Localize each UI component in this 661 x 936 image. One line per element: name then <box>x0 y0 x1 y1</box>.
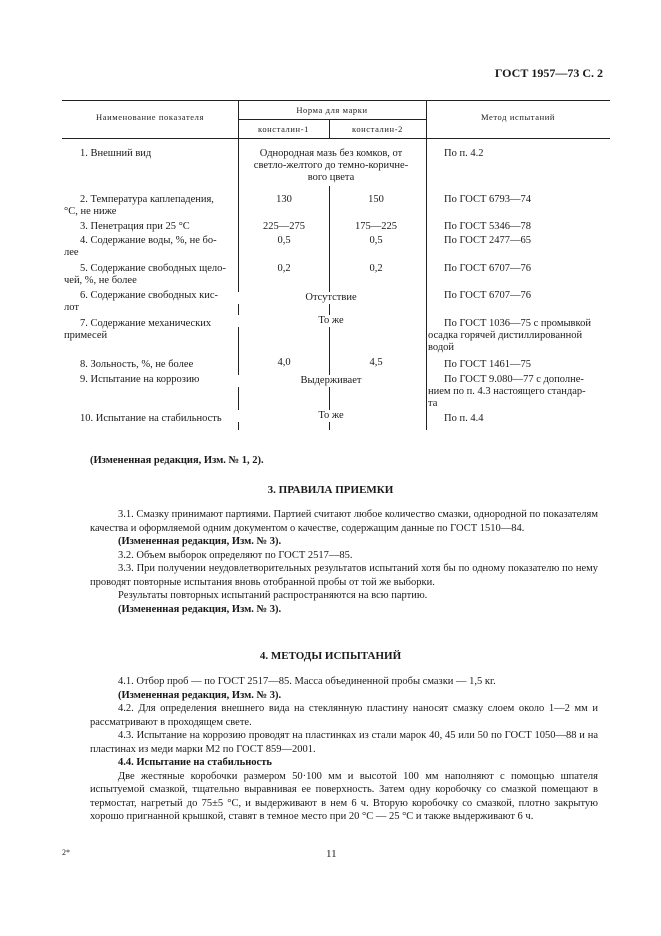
para-4-4: Две жестяные коробочки размером 50·100 мм и высотой 100 мм наполняют с помощью шпателя испытуемой смазкой, тщательно выравнивая ее поверхность. Затем одну коробочку со смазкой помещают в термостат, нагретый до 75±5 °С, и выдерживают в нем 6 ч. Вторую коробочку со смазкой, плотно закрытую хорошо пригнанной крышкой, ставят в темное место при 20 °С — 25 °С и также выдерживают 6 ч. <box>90 770 598 822</box>
table-top-rule <box>62 100 610 101</box>
row-9-value: Выдерживает <box>238 375 424 387</box>
row-1-method: По п. 4.2 <box>444 148 484 159</box>
row-6-name: 6. Содержание свободных кис- лот <box>64 290 218 313</box>
row-7-method: По ГОСТ 1036—75 с промывкой осадка горячей дистиллированной водой <box>428 318 591 353</box>
column-divider-2 <box>426 100 427 430</box>
document-reference: ГОСТ 1957—73 С. 2 <box>494 66 603 80</box>
table-header-rule <box>62 138 610 139</box>
row-9-method: По ГОСТ 9.080—77 с дополне- нием по п. 4.3 настоящего стандар- та <box>428 374 586 409</box>
para-4-3: 4.3. Испытание на коррозию проводят на пластинках из стали марок 40, 45 или 50 по ГОСТ 1050—88 и на пластинах из меди марки М2 по ГОСТ 859—2001. <box>90 730 598 755</box>
para-3-3: 3.3. При получении неудовлетворительных результатов испытаний хотя бы по одному показателю по нему проводят повторные испытания вновь отобранной пробы от той же выборки. <box>90 563 598 588</box>
row-3-grade-2: 175—225 <box>355 221 397 232</box>
amendment-4-1: (Измененная редакция, Изм. № 3). <box>118 689 282 701</box>
row-10-value: То же <box>238 410 424 422</box>
row-8-grade-1: 4,0 <box>277 357 291 368</box>
row-4-grade-2: 0,5 <box>369 235 383 246</box>
row-1-name: 1. Внешний вид <box>80 148 152 159</box>
header-grade-1: консталин-1 <box>258 124 309 134</box>
row-3-name: 3. Пенетрация при 25 °С <box>80 221 190 232</box>
row-7-value: То же <box>238 315 424 327</box>
para-4-2: 4.2. Для определения внешнего вида на стеклянную пластину наносят смазку слоем около 1—2 мм и рассматривают в проходящем свете. <box>90 703 598 728</box>
row-9-name: 9. Испытание на коррозию <box>80 374 200 385</box>
row-6-value: Отсутствие <box>238 292 424 304</box>
row-10-name: 10. Испытание на стабильность <box>80 413 222 424</box>
row-10-method: По п. 4.4 <box>444 413 484 424</box>
row-4-grade-1: 0,5 <box>277 235 291 246</box>
row-4-method: По ГОСТ 2477—65 <box>444 235 532 246</box>
amendment-note-1: (Измененная редакция, Изм. № 1, 2). <box>90 455 264 466</box>
row-8-method: По ГОСТ 1461—75 <box>444 359 532 370</box>
section-3-title: 3. ПРАВИЛА ПРИЕМКИ <box>267 484 394 496</box>
row-3-grade-1: 225—275 <box>263 221 305 232</box>
amendment-3-3: (Измененная редакция, Изм. № 3). <box>118 603 282 615</box>
row-2-grade-1: 130 <box>276 194 292 205</box>
header-method: Метод испытаний <box>480 112 556 122</box>
section-3-body <box>90 508 598 616</box>
row-8-name: 8. Зольность, %, не более <box>80 359 194 370</box>
row-3-method: По ГОСТ 5346—78 <box>444 221 532 232</box>
amendment-3-1: (Измененная редакция, Изм. № 3). <box>118 536 282 547</box>
para-3-2: 3.2. Объем выборок определяют по ГОСТ 2517—85. <box>118 549 353 561</box>
row-2-name: 2. Температура каплепадения, °С, не ниже <box>64 194 214 217</box>
row-8-grade-2: 4,5 <box>369 357 383 368</box>
para-4-4-title: 4.4. Испытание на стабильность <box>118 757 272 768</box>
footer-mark: 2* <box>62 848 70 857</box>
row-1-value: Однородная мазь без комков, от светло-желтого до темно-коричне- вого цвета <box>253 148 409 183</box>
header-grade-2: консталин-2 <box>352 124 403 134</box>
row-6-method: По ГОСТ 6707—76 <box>444 290 532 301</box>
section-4-body <box>90 675 598 824</box>
header-name: Наименование показателя <box>95 112 204 122</box>
norm-subheader-rule <box>238 119 426 120</box>
para-4-1: 4.1. Отбор проб — по ГОСТ 2517—85. Масса объединенной пробы смазки — 1,5 кг. <box>118 676 496 687</box>
row-5-grade-2: 0,2 <box>369 263 383 274</box>
para-3-1: 3.1. Смазку принимают партиями. Партией считают любое количество смазки, однородной по показателям качества и оформляемой одним документом о качестве, содержащим данные по ГОСТ 1510—84. <box>90 509 598 534</box>
row-7-name: 7. Содержание механических примесей <box>64 318 212 341</box>
row-5-method: По ГОСТ 6707—76 <box>444 263 532 274</box>
row-4-name: 4. Содержание воды, %, не бо- лее <box>64 235 217 258</box>
page-number: 11 <box>326 848 337 860</box>
row-2-grade-2: 150 <box>368 194 384 205</box>
section-4-title: 4. МЕТОДЫ ИСПЫТАНИЙ <box>259 650 402 662</box>
row-2-method: По ГОСТ 6793—74 <box>444 194 532 205</box>
header-norm: Норма для марки <box>296 105 368 115</box>
para-3-3-results: Результаты повторных испытаний распространяются на всю партию. <box>118 590 428 601</box>
row-5-name: 5. Содержание свободных щело- чей, %, не более <box>64 263 226 286</box>
row-5-grade-1: 0,2 <box>277 263 291 274</box>
